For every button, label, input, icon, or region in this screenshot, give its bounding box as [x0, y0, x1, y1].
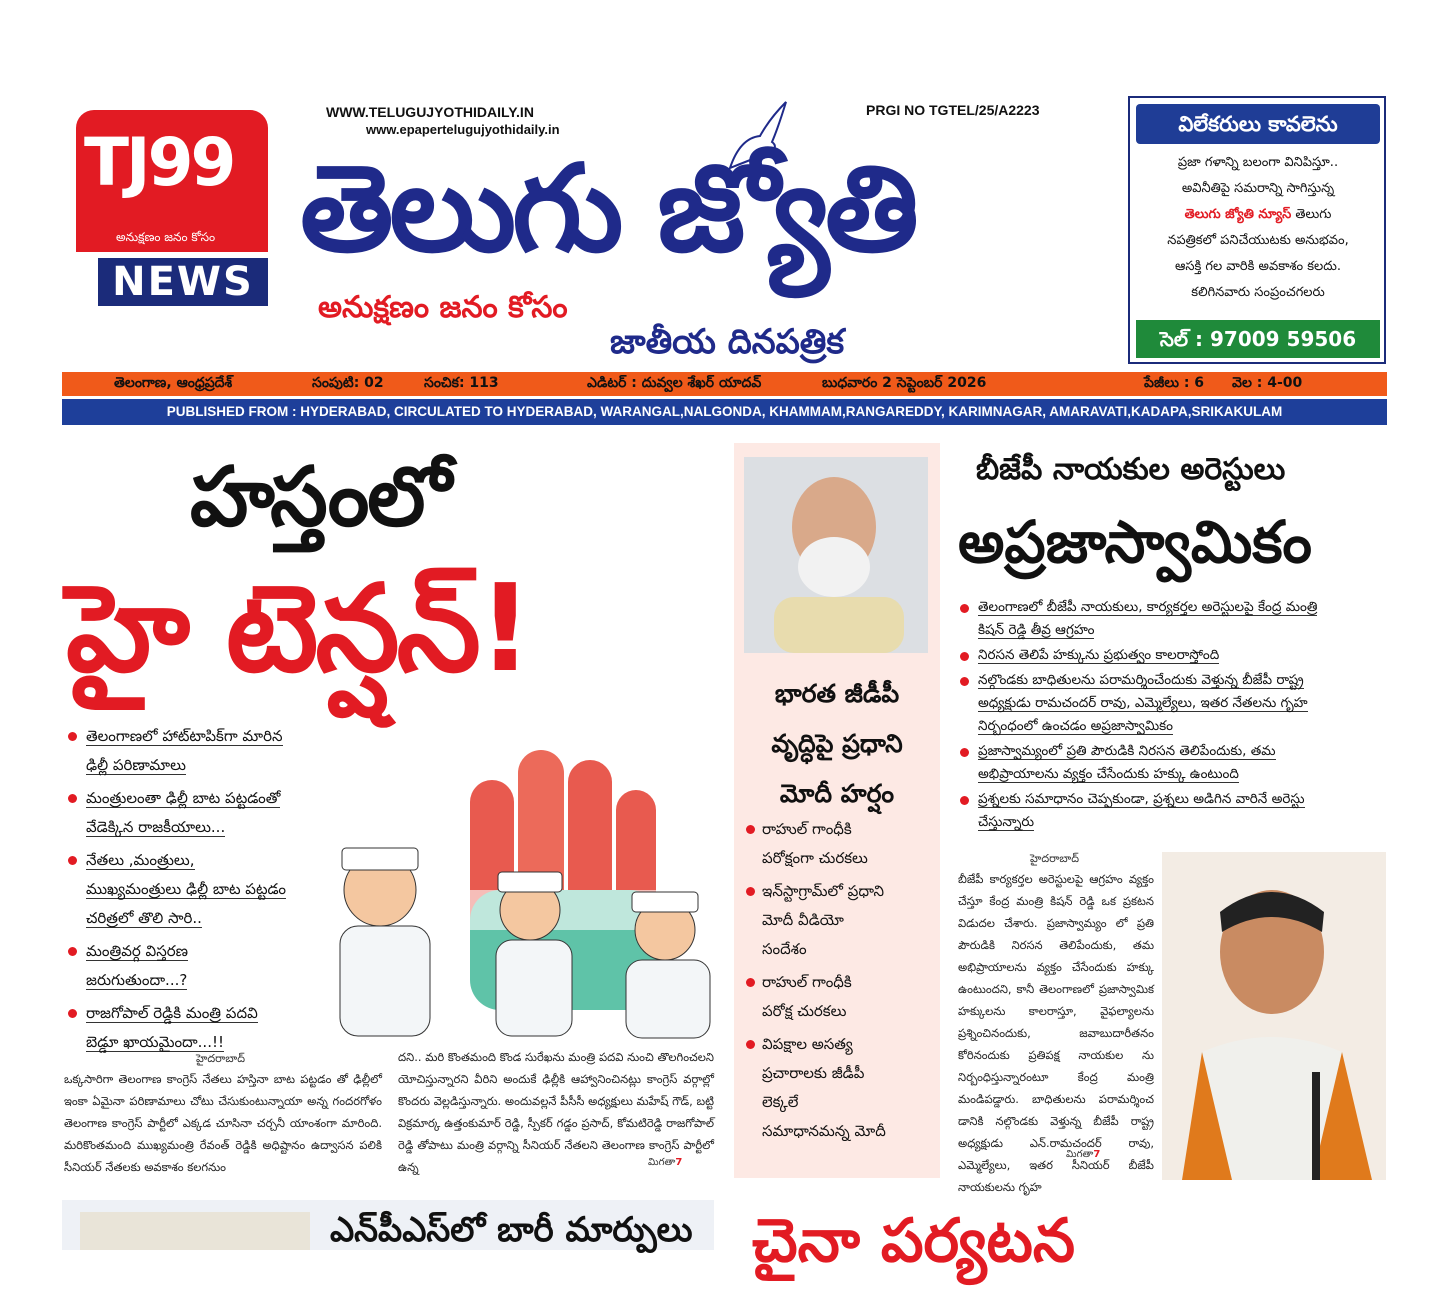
right-bullets: [958, 596, 1378, 836]
bullet-item: [744, 877, 934, 964]
website-url[interactable]: WWW.TELUGUJYOTHIDAILY.IN: [326, 104, 534, 120]
logo-tagline: అనుక్షణం జనం కోసం: [116, 230, 216, 244]
slogan: అనుక్షణం జనం కోసం: [318, 290, 568, 325]
bullet-line: మంత్రివర్గ విస్తరణ: [86, 942, 189, 960]
bullet-line: తెలంగాణలో హాట్‌టాపిక్‌గా మారిన: [86, 727, 283, 745]
kishan-reddy-photo: [1162, 852, 1386, 1180]
bullet-line: ఇన్‌స్టాగ్రామ్‌లో ప్రధాని: [762, 882, 885, 900]
bullet-item: [958, 788, 1378, 834]
lead-kicker: హస్తంలో: [190, 450, 450, 545]
continued-page: 7: [675, 1157, 683, 1168]
bullet-line: సందేశం: [762, 940, 807, 958]
bullet-line: చరిత్రలో తొలి సారి..: [86, 909, 202, 927]
continued-marker[interactable]: [1066, 1148, 1100, 1162]
money-bag-image: [80, 1212, 310, 1250]
states: తెలంగాణ, ఆంధ్రప్రదేశ్: [114, 375, 233, 391]
bullet-item: [66, 937, 330, 995]
logo-tj-text: TJ99: [84, 124, 234, 201]
bullet-line: లెక్కలే: [762, 1093, 799, 1111]
bullet-item: [744, 815, 934, 873]
ad-heading: విలేకరులు కావలెను: [1136, 104, 1380, 144]
bullet-line: జరుగుతుందా...?: [86, 971, 188, 989]
lead-headline: హై టెన్షన్!: [66, 560, 530, 699]
ad-line: అవినీతిపై సమరాన్ని సాగిస్తున్న: [1181, 181, 1335, 196]
congress-hand-cartoon: [320, 740, 716, 1040]
bullet-line: మోదీ వీడియో: [762, 911, 844, 929]
bullet-item: [744, 968, 934, 1026]
bullet-item: [744, 1030, 934, 1146]
middle-headline: [734, 669, 940, 819]
issue-number: సంచిక: 113: [424, 375, 499, 391]
newspaper-title: తెలుగు జ్యోతి: [300, 140, 915, 279]
page-count: పేజీలు : 6: [1144, 375, 1205, 391]
bullet-item: [66, 999, 330, 1057]
ad-body: [1136, 150, 1380, 306]
right-dateline: హైదరాబాద్: [1030, 852, 1079, 865]
continued-marker[interactable]: [648, 1156, 682, 1170]
bullet-line: పరోక్ష చురకలు: [762, 1002, 847, 1020]
price: వెల : 4-00: [1232, 375, 1303, 391]
bottom-right-headline: చైనా పర్యటన: [752, 1206, 1075, 1276]
bullet-line: ముఖ్యమంత్రులు ఢిల్లీ బాట పట్టడం: [86, 880, 287, 898]
bullet-line: నిర్బంధంలో ఉంచడం అప్రజాస్వామికం: [978, 718, 1174, 734]
bullet-item: [66, 722, 330, 780]
middle-bullets: [744, 815, 934, 1150]
bullet-line: మంత్రులంతా ఢిల్లీ బాట పట్టడంతో: [86, 789, 281, 807]
bullet-line: తెలంగాణలో బీజేపీ నాయకులు, కార్యకర్తల అరెస్టులపై కేంద్ర మంత్రి: [978, 599, 1318, 615]
lead-dateline: హైదరాబాద్: [196, 1052, 245, 1065]
bullet-line: కిషన్ రెడ్డి తీవ్ర ఆగ్రహం: [978, 622, 1095, 638]
bullet-line: నేతలు ,మంత్రులు,: [86, 851, 195, 869]
volume: సంపుటి: 02: [312, 375, 384, 391]
newspaper-subtitle: జాతీయ దినపత్రిక: [610, 322, 845, 362]
bullet-line: పరోక్షంగా చురకలు: [762, 849, 868, 867]
bullet-line: అభిప్రాయాలను వ్యక్తం చేసేందుకు హక్కు ఉంటుంది: [978, 766, 1239, 782]
right-headline: అప్రజాస్వామికం: [958, 508, 1312, 576]
prgi-number: PRGI NO TGTEL/25/A2223: [866, 102, 1040, 118]
ad-line: ప్రజా గళాన్ని బలంగా వినిపిస్తూ..: [1177, 155, 1339, 170]
ad-line: [1136, 202, 1380, 228]
headline-line: మోదీ హర్షం: [779, 779, 895, 808]
bullet-line: బెడ్డూ ఖాయమైందా...!!: [86, 1033, 224, 1051]
tj99-news-logo: [76, 110, 268, 306]
continued-page: 7: [1093, 1149, 1101, 1160]
published-from-bar: PUBLISHED FROM : HYDERABAD, CIRCULATED TO HYDERABAD, WARANGAL,NALGONDA, KHAMMAM,RANGAREDDY, KARIMNAGAR, AMARAVATI,KADAPA,SRIKAKULAM: [62, 399, 1387, 425]
ad-cell-number[interactable]: సెల్ : 97009 59506: [1136, 320, 1380, 358]
bullet-line: నిరసన తెలిపే హక్కును ప్రభుత్వం కాలరాస్తోంది: [978, 647, 1220, 663]
ad-line: కలిగినవారు సంప్రంచగలరు: [1191, 285, 1325, 300]
ad-line-rest: తెలుగు: [1291, 207, 1332, 222]
headline-line: భారత జీడీపీ: [774, 679, 900, 708]
issue-info-bar: [62, 372, 1387, 396]
date: బుధవారం 2 సెప్టెంబర్ 2026: [822, 375, 987, 391]
bullet-item: [958, 740, 1378, 786]
right-kicker: బీజేపీ నాయకుల అరెస్టులు: [976, 452, 1286, 487]
headline-line: వృద్ధిపై ప్రధాని: [771, 729, 903, 758]
continued-label: మిగతా: [1066, 1149, 1094, 1160]
bullet-line: ప్రచారాలకు జీడీపీ: [762, 1064, 865, 1082]
bullet-item: [958, 644, 1378, 667]
ad-brand: తెలుగు జ్యోతి న్యూస్: [1184, 207, 1292, 222]
logo-news-text: NEWS: [98, 258, 268, 306]
lead-bullets: [66, 722, 330, 1061]
right-body: బీజేపీ కార్యకర్తల అరెస్టులపై ఆగ్రహం వ్యక్తం చేస్తూ కేంద్ర మంత్రి కిషన్ రెడ్డి ఒక ప్రకటన విడుదల చేశారు. ప్రజాస్వామ్యం లో ప్రతి పౌరుడికి నిరసన తెలిపేందుకు, తమ అభిప్రాయాలను వ్యక్తం చేసేందుకు హక్కు ఉంటుందని, కానీ తెలంగాణలో ప్రజాస్వామిక హక్కులను కాలరాస్తూ, వైఫల్యాలను ప్రశ్నించినందుకు, జవాబుదారీతనం కోరినందుకు ప్రతిపక్ష నాయకుల ను నిర్బంధిస్తున్నారంటూ కేంద్ర మంత్రి మండిపడ్డారు. బాధితులను పరామర్శించ డానికి నల్గొండకు వెళ్తున్న బీజేపీ రాష్ట్ర అధ్యక్షుడు ఎన్.రామచందర్ రావు, ఎమ్మెల్యేలు, ఇతర సీనియర్ బీజేపీ నాయకులను గృహ: [958, 872, 1154, 1194]
bullet-line: రాజగోపాల్ రెడ్డికి మంత్రి పదవి: [86, 1004, 258, 1022]
editor: ఎడిటర్ : దువ్వల శేఖర్ యాదవ్: [587, 375, 762, 391]
continued-label: మిగతా: [648, 1157, 676, 1168]
bullet-line: ఢిల్లీ పరిణామాలు: [86, 756, 186, 774]
bullet-item: [66, 784, 330, 842]
bullet-line: చేస్తున్నారు: [978, 814, 1035, 830]
bullet-line: ప్రశ్నలకు సమాధానం చెప్పకుండా, ప్రశ్నలు అడిగిన వారినే అరెస్టు: [978, 791, 1305, 807]
ad-line: ఆసక్తి గల వారికి అవకాశం కలదు.: [1174, 259, 1342, 274]
bullet-line: సమాధానమన్న మోదీ: [762, 1122, 886, 1140]
lead-body-col2: దని.. మరి కొంతమంది కొండ సురేఖను మంత్రి పదవి నుంచి తొలగించలని యోచిస్తున్నారని వీరిని అందుకే ఢిల్లీకి ఆహ్వానించినట్లు కాంగ్రెస్ వర్గాల్లో కొందరు వెల్లడిస్తున్నారు. అందువల్లనే పీసీసీ అధ్యక్షులు మహేష్ గౌడ్, బట్టి విక్రమార్క ఉత్తంకుమార్ రెడ్డి, స్పీకర్ గడ్డం ప్రసాద్, కోమటిరెడ్డి రాజగోపాల్ రెడ్డి తోపాటు మంత్రి వర్గాన్ని సీనియర్ నేతలని తెలంగాణ కాంగ్రెస్ పార్టీలో ఉన్న: [398, 1050, 714, 1174]
epaper-url[interactable]: www.epapertelugujyothidaily.in: [366, 122, 560, 137]
middle-story-panel: [734, 443, 940, 1178]
bullet-line: వేడెక్కిన రాజకీయాలు...: [86, 818, 226, 836]
reporters-wanted-ad: [1128, 96, 1386, 364]
bullet-item: [66, 846, 330, 933]
bullet-line: ప్రజాస్వామ్యంలో ప్రతి పౌరుడికి నిరసన తెలిపేందుకు, తమ: [978, 743, 1276, 759]
bullet-line: అధ్యక్షుడు రామచందర్ రావు, ఎమ్మెల్యేలు, ఇతర నేతలను గృహ: [978, 695, 1308, 711]
bottom-left-headline: ఎన్‌పీఎస్‌లో బారీ మార్పులు: [330, 1210, 693, 1250]
bullet-line: రాహుల్ గాంధీకి: [762, 820, 852, 838]
bullet-line: విపక్షాల అసత్య: [762, 1035, 853, 1053]
bullet-line: రాహుల్ గాంధీకి: [762, 973, 852, 991]
bullet-item: [958, 669, 1378, 738]
ad-line: నపత్రికలో పనిచేయుటకు అనుభవం,: [1167, 233, 1349, 248]
lead-body-col1: ఒక్కసారిగా తెలంగాణ కాంగ్రెస్ నేతలు హస్తినా బాట పట్టడం తో ఢిల్లీలో ఇంకా ఏమైనా పరిణామాలు చోటు చేసుకుంటున్నాయా అన్న గందరగోళం తెలంగాణ కాంగ్రెస్ పార్టీలో ఎక్కడ చూసినా చర్చనీ యాంశంగా మారింది. మరికొంతమంది ముఖ్యమంత్రి రేవంత్ రెడ్డికి అధిష్టానం ఉద్వాసన పలికి సీనియర్ నేతలకు అవకాశం కలగనుం: [64, 1072, 382, 1174]
bullet-item: [958, 596, 1378, 642]
modi-photo: [744, 457, 928, 653]
bullet-line: నల్గొండకు బాధితులను పరామర్శించేందుకు వెళ్తున్న బీజేపీ రాష్ట్ర: [978, 672, 1304, 688]
